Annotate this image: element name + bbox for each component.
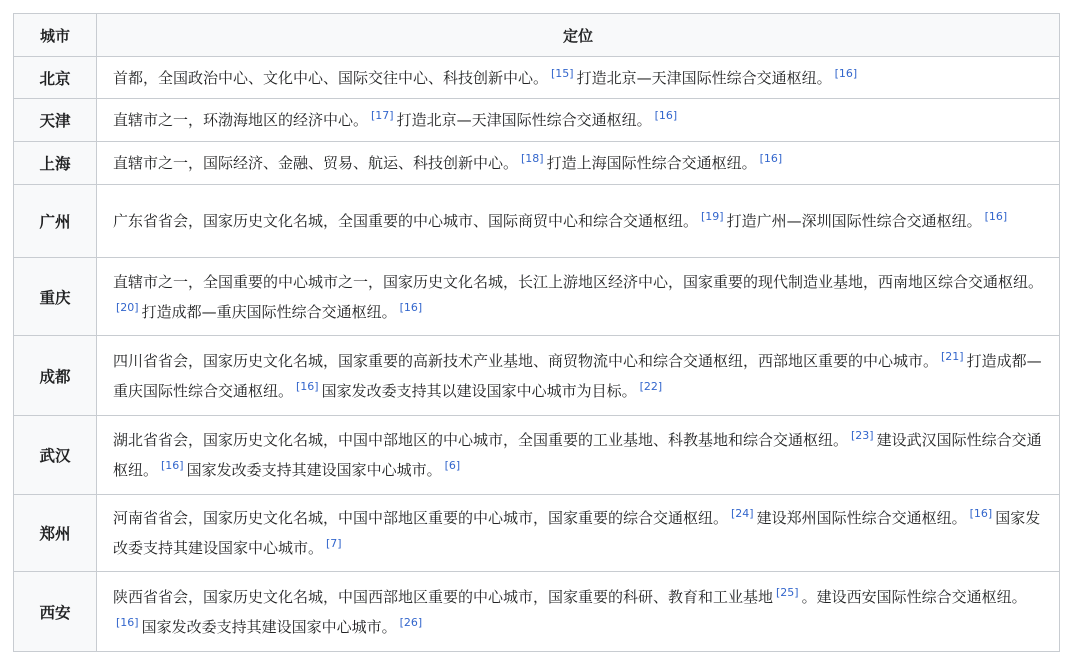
reference-link[interactable]: [25] (776, 585, 799, 599)
reference-link[interactable]: [17] (371, 109, 394, 122)
table-row (14, 572, 1060, 652)
reference-link[interactable]: [21] (941, 349, 964, 363)
reference-link[interactable]: [26] (399, 615, 423, 629)
reference-link[interactable]: [16] (969, 507, 993, 520)
table-row (14, 416, 1060, 495)
description-text: 。建设西安国际性综合交通枢纽。 (801, 587, 1027, 606)
description-text: 国家发改委支持其建设国家中心城市。 (141, 617, 397, 636)
city-name-cell: 广州 (14, 185, 97, 258)
position-description-cell (97, 99, 1060, 142)
column-header-position: 定位 (97, 14, 1060, 57)
description-text: 陕西省省会，国家历史文化名城，中国西部地区重要的中心城市，国家重要的科研、教育和工业基地 (113, 587, 774, 606)
description-text: 打造北京—天津国际性综合交通枢纽。 (576, 68, 832, 87)
description-text: 湖北省省会，国家历史文化名城，中国中部地区的中心城市，全国重要的工业基地、科教基地和综合交通枢纽。 (113, 431, 849, 449)
table-row (14, 258, 1060, 336)
reference-link[interactable]: [18] (521, 152, 544, 165)
reference-link[interactable]: [19] (701, 210, 724, 223)
description-text: 国家发改委支持其建设国家中心城市。 (113, 509, 1041, 557)
description-text: 打造广州—深圳国际性综合交通枢纽。 (726, 212, 982, 230)
reference-link[interactable]: [16] (834, 66, 858, 80)
reference-link[interactable]: [16] (116, 615, 139, 629)
city-name-cell: 武汉 (14, 416, 97, 495)
description-text: 打造上海国际性综合交通枢纽。 (546, 154, 757, 172)
table-header-row (14, 14, 1060, 57)
table-row (14, 185, 1060, 258)
position-description-cell (97, 258, 1060, 336)
description-text: 打造成都—重庆国际性综合交通枢纽。 (113, 351, 1042, 400)
description-text: 打造北京—天津国际性综合交通枢纽。 (396, 111, 652, 129)
position-description-cell (97, 185, 1060, 258)
reference-link[interactable]: [6] (444, 459, 461, 472)
description-text: 打造成都—重庆国际性综合交通枢纽。 (141, 302, 397, 321)
description-text: 直辖市之一，国际经济、金融、贸易、航运、科技创新中心。 (113, 154, 519, 172)
reference-link[interactable]: [23] (851, 429, 874, 442)
table-row (14, 142, 1060, 185)
description-text: 国家发改委支持其以建设国家中心城市为目标。 (321, 381, 637, 400)
reference-link[interactable]: [15] (551, 66, 574, 80)
city-name-cell: 西安 (14, 572, 97, 652)
position-description-cell (97, 142, 1060, 185)
city-name-cell: 天津 (14, 99, 97, 142)
city-name-cell: 重庆 (14, 258, 97, 336)
reference-link[interactable]: [24] (731, 507, 754, 520)
reference-link[interactable]: [16] (759, 152, 783, 165)
city-positioning-table-wrapper (13, 13, 1059, 652)
description-text: 直辖市之一，环渤海地区的经济中心。 (113, 111, 369, 129)
table-row (14, 336, 1060, 416)
column-header-city: 城市 (14, 14, 97, 57)
city-positioning-table (13, 13, 1060, 652)
reference-link[interactable]: [22] (639, 379, 663, 393)
table-row (14, 57, 1060, 99)
reference-link[interactable]: [16] (984, 210, 1008, 223)
table-row (14, 495, 1060, 572)
description-text: 建设武汉国际性综合交通枢纽。 (113, 431, 1042, 479)
description-text: 直辖市之一，全国重要的中心城市之一，国家历史文化名城，长江上游地区经济中心，国家重要的现代制造业基地，西南地区综合交通枢纽。 (113, 272, 1044, 291)
reference-link[interactable]: [16] (399, 300, 423, 314)
description-text: 河南省省会，国家历史文化名城，中国中部地区重要的中心城市，国家重要的综合交通枢纽。 (113, 509, 729, 527)
description-text: 广东省省会，国家历史文化名城，全国重要的中心城市、国际商贸中心和综合交通枢纽。 (113, 212, 699, 230)
description-text: 国家发改委支持其建设国家中心城市。 (186, 461, 442, 479)
table-body (14, 57, 1060, 652)
reference-link[interactable]: [16] (296, 379, 319, 393)
reference-link[interactable]: [20] (116, 300, 139, 314)
position-description-cell (97, 495, 1060, 572)
reference-link[interactable]: [16] (161, 459, 184, 472)
table-row (14, 99, 1060, 142)
position-description-cell (97, 572, 1060, 652)
description-text: 建设郑州国际性综合交通枢纽。 (756, 509, 967, 527)
description-text: 首都，全国政治中心、文化中心、国际交往中心、科技创新中心。 (113, 68, 549, 87)
city-name-cell: 成都 (14, 336, 97, 416)
reference-link[interactable]: [7] (326, 537, 342, 550)
city-name-cell: 上海 (14, 142, 97, 185)
reference-link[interactable]: [16] (654, 109, 678, 122)
position-description-cell (97, 416, 1060, 495)
position-description-cell (97, 57, 1060, 99)
description-text: 四川省省会，国家历史文化名城，国家重要的高新技术产业基地、商贸物流中心和综合交通枢纽，西部地区重要的中心城市。 (113, 351, 939, 370)
city-name-cell: 北京 (14, 57, 97, 99)
position-description-cell (97, 336, 1060, 416)
city-name-cell: 郑州 (14, 495, 97, 572)
